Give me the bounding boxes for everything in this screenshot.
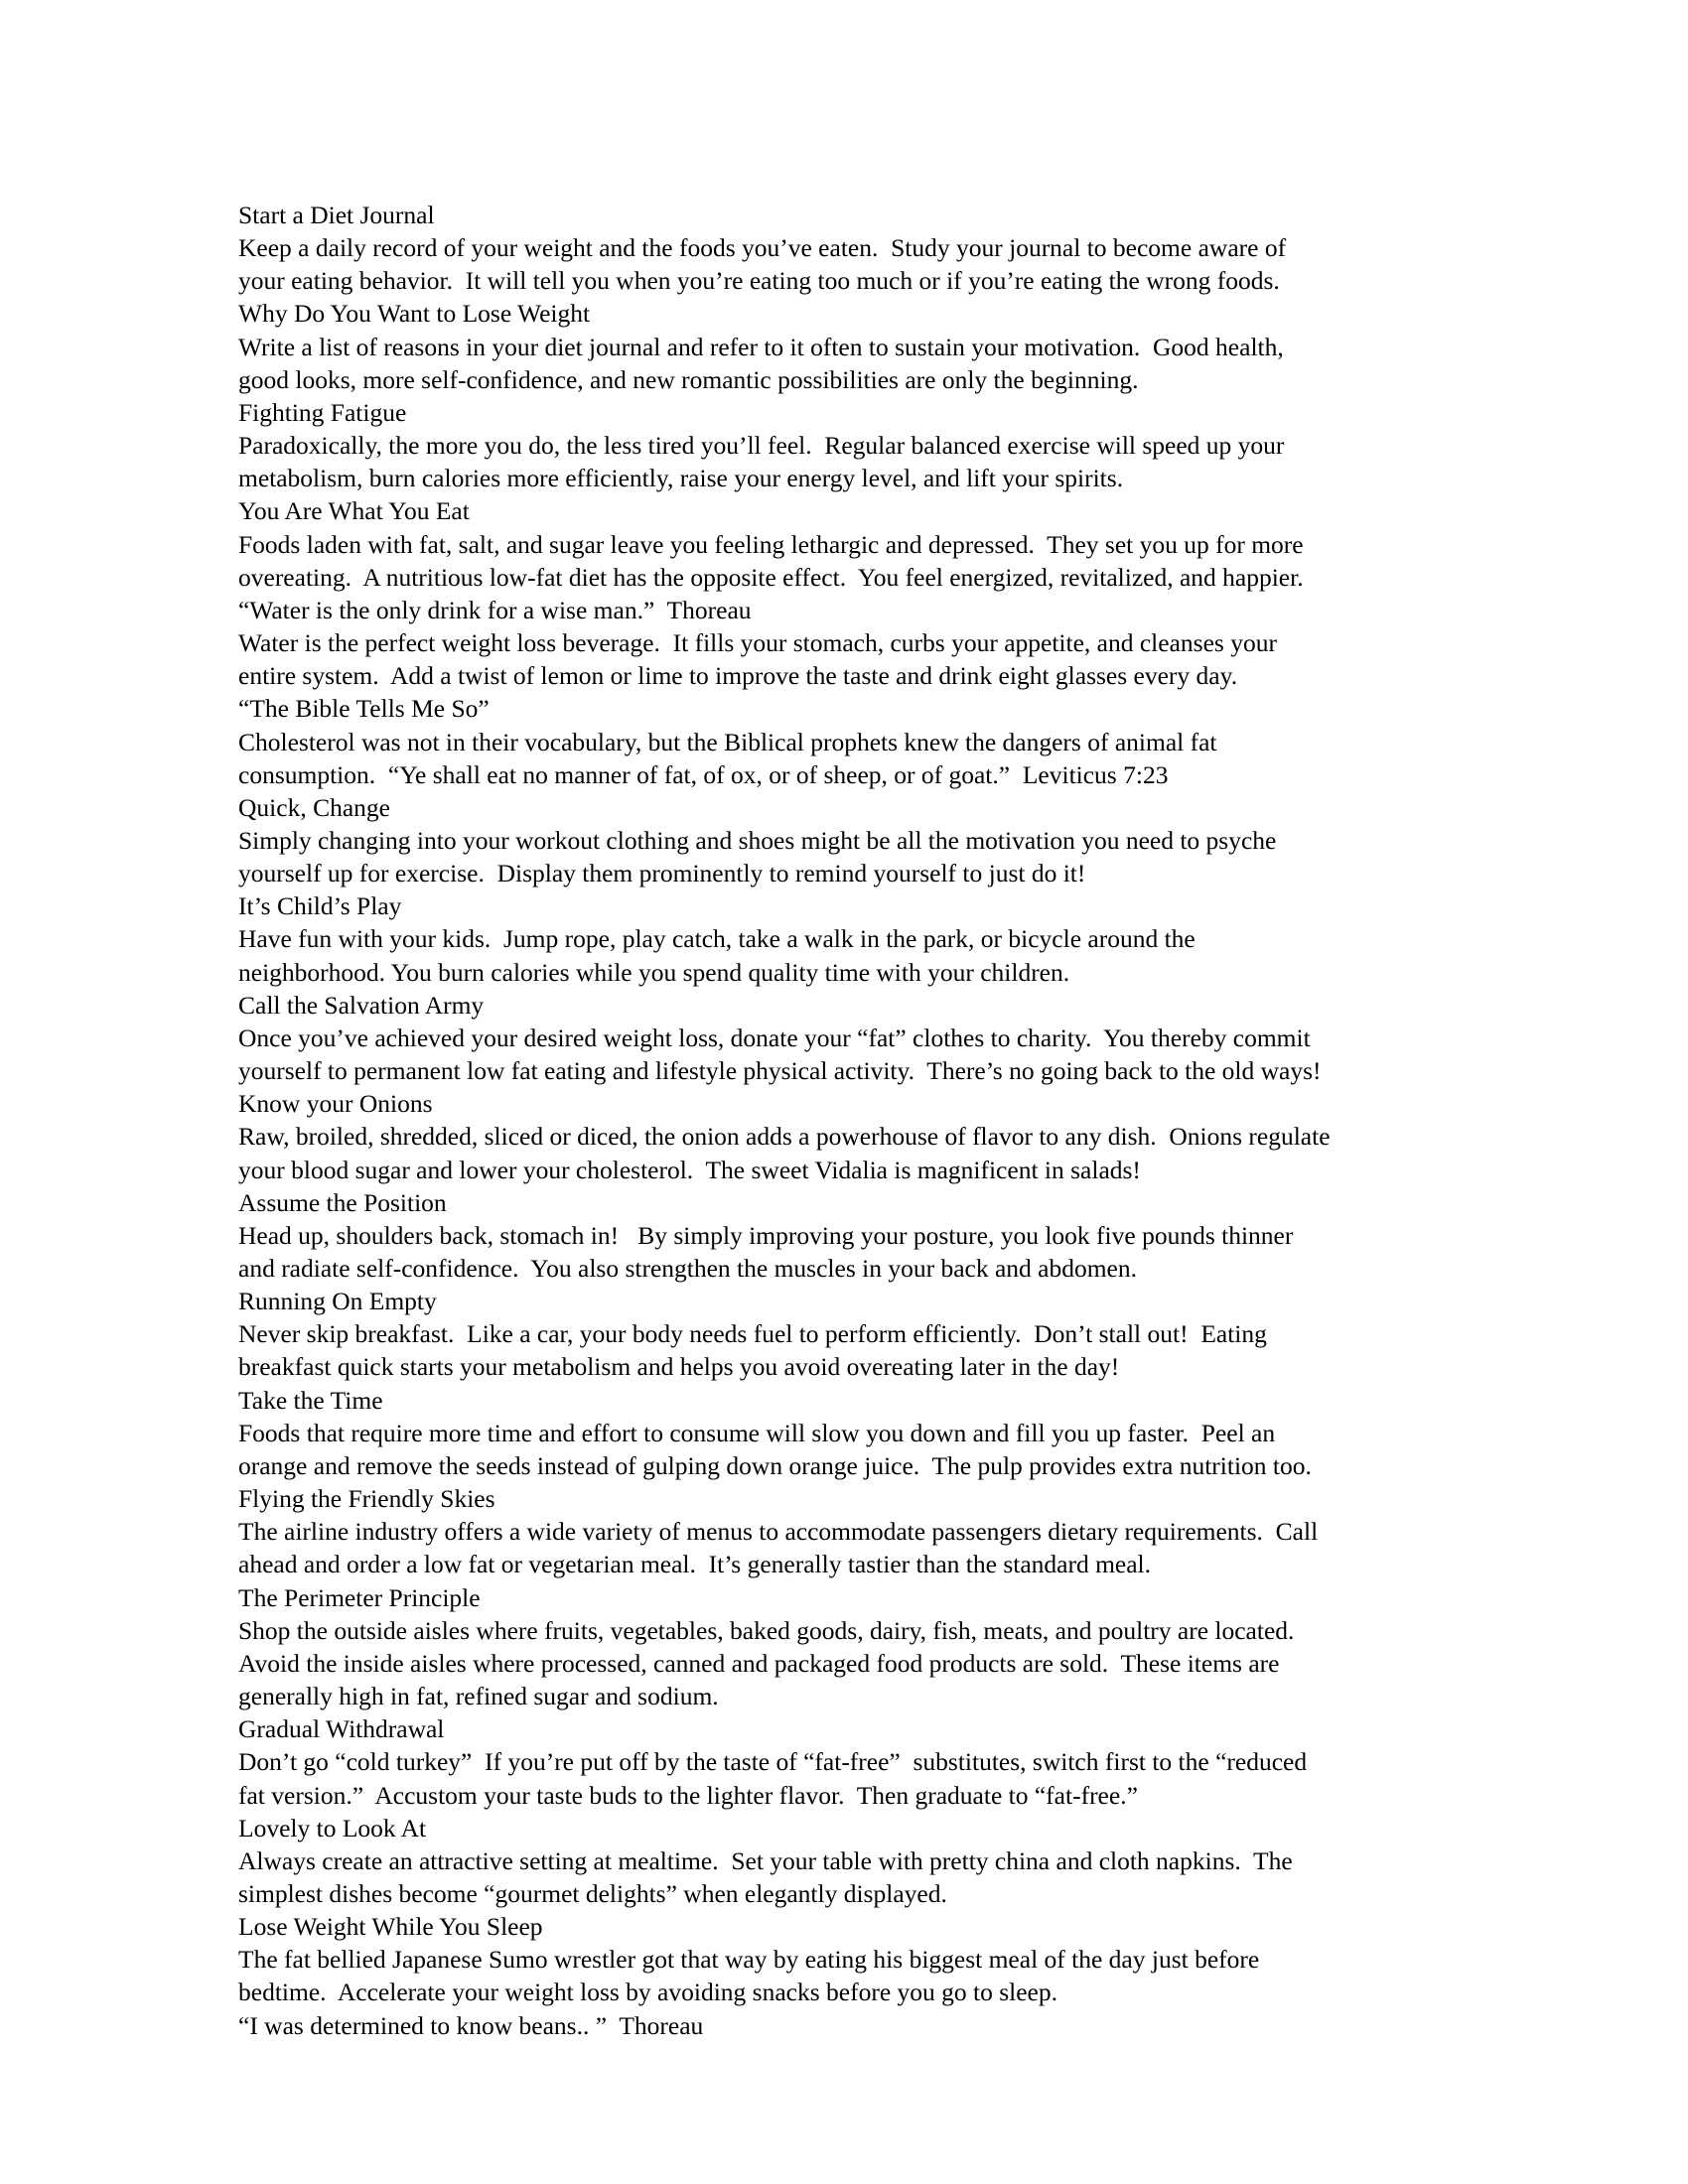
tip-body-line: overeating. A nutritious low-fat diet has the opposite effect. You feel energized, revitalized, and happier. bbox=[238, 562, 1304, 592]
tip-body-line: consumption. “Ye shall eat no manner of fat, of ox, or of sheep, or of goat.” Leviticus 7:23 bbox=[238, 759, 1169, 789]
tip-body-line: Have fun with your kids. Jump rope, play catch, take a walk in the park, or bicycle around the bbox=[238, 924, 1196, 954]
tip-title: Fighting Fatigue bbox=[238, 397, 407, 427]
tip-title: Lovely to Look At bbox=[238, 1813, 427, 1843]
tip-body-line: fat version.” Accustom your taste buds to the lighter flavor. Then graduate to “fat-free.” bbox=[238, 1780, 1138, 1810]
tip-body-line: Once you’ve achieved your desired weight loss, donate your “fat” clothes to charity. You thereby commit bbox=[238, 1023, 1311, 1052]
tip-title: Why Do You Want to Lose Weight bbox=[238, 299, 591, 329]
tip-body-line: Never skip breakfast. Like a car, your body needs fuel to perform efficiently. Don’t stall out! Eating bbox=[238, 1319, 1267, 1349]
tip-body-line: bedtime. Accelerate your weight loss by avoiding snacks before you go to sleep. bbox=[238, 1978, 1057, 2007]
tip-title: Lose Weight While You Sleep bbox=[238, 1912, 543, 1942]
tip-title: Know your Onions bbox=[238, 1089, 433, 1119]
tip-body-line: Simply changing into your workout clothing and shoes might be all the motivation you need to psyche bbox=[238, 825, 1277, 855]
tip-body-line: orange and remove the seeds instead of gulping down orange juice. The pulp provides extra nutrition too. bbox=[238, 1450, 1312, 1480]
tip-body-line: Foods laden with fat, salt, and sugar leave you feeling lethargic and depressed. They set you up for more bbox=[238, 529, 1304, 559]
tip-body-line: yourself to permanent low fat eating and lifestyle physical activity. There’s no going back to the old ways! bbox=[238, 1056, 1322, 1086]
tip-title: Take the Time bbox=[238, 1385, 383, 1415]
tip-body-line: ahead and order a low fat or vegetarian meal. It’s generally tastier than the standard meal. bbox=[238, 1550, 1152, 1579]
tip-title: It’s Child’s Play bbox=[238, 891, 402, 921]
tip-title: Gradual Withdrawal bbox=[238, 1714, 445, 1744]
tip-body-line: Head up, shoulders back, stomach in! By simply improving your posture, you look five pounds thinner bbox=[238, 1220, 1294, 1250]
tip-body-line: Cholesterol was not in their vocabulary, but the Biblical prophets knew the dangers of animal fat bbox=[238, 727, 1217, 756]
tip-body-line: metabolism, burn calories more efficiently, raise your energy level, and lift your spirits. bbox=[238, 464, 1124, 493]
tip-title: “The Bible Tells Me So” bbox=[238, 694, 490, 724]
tip-title: Call the Salvation Army bbox=[238, 990, 485, 1020]
document-text-block bbox=[238, 199, 1489, 2042]
tip-body-line: The fat bellied Japanese Sumo wrestler got that way by eating his biggest meal of the day just before bbox=[238, 1945, 1260, 1975]
tip-body-line: Foods that require more time and effort to consume will slow you down and fill you up faster. Peel an bbox=[238, 1418, 1276, 1447]
tip-title: Running On Empty bbox=[238, 1287, 437, 1316]
tip-body-line: Water is the perfect weight loss beverage. It fills your stomach, curbs your appetite, and cleanses your bbox=[238, 628, 1277, 658]
tip-body-line: Shop the outside aisles where fruits, vegetables, baked goods, dairy, fish, meats, and poultry are located. bbox=[238, 1615, 1295, 1645]
tip-body-line: good looks, more self-confidence, and new romantic possibilities are only the beginning. bbox=[238, 364, 1139, 394]
tip-title: Flying the Friendly Skies bbox=[238, 1484, 495, 1514]
tip-body-line: yourself up for exercise. Display them prominently to remind yourself to just do it! bbox=[238, 859, 1086, 888]
tip-body-line: Write a list of reasons in your diet journal and refer to it often to sustain your motivation. Good health, bbox=[238, 332, 1284, 361]
tip-body-line: Keep a daily record of your weight and the foods you’ve eaten. Study your journal to become aware of bbox=[238, 233, 1287, 263]
tip-body-line: simplest dishes become “gourmet delights” when elegantly displayed. bbox=[238, 1878, 947, 1908]
tip-body-line: neighborhood. You burn calories while you spend quality time with your children. bbox=[238, 957, 1070, 987]
tip-body-line: Avoid the inside aisles where processed, canned and packaged food products are sold. These items are bbox=[238, 1648, 1280, 1678]
tip-body-line: Don’t go “cold turkey” If you’re put off by the taste of “fat-free” substitutes, switch first to the “reduced bbox=[238, 1747, 1308, 1777]
tip-title: “Water is the only drink for a wise man.” Thoreau bbox=[238, 595, 752, 624]
tip-title: “I was determined to know beans.. ” Thoreau bbox=[238, 2010, 704, 2040]
tip-body-line: generally high in fat, refined sugar and sodium. bbox=[238, 1682, 719, 1711]
tip-body-line: entire system. Add a twist of lemon or lime to improve the taste and drink eight glasses every day. bbox=[238, 661, 1238, 691]
tip-body-line: and radiate self-confidence. You also strengthen the muscles in your back and abdomen. bbox=[238, 1254, 1137, 1283]
tip-title: Quick, Change bbox=[238, 792, 390, 822]
tip-body-line: Always create an attractive setting at mealtime. Set your table with pretty china and cloth napkins. The bbox=[238, 1845, 1293, 1875]
tip-body-line: your eating behavior. It will tell you when you’re eating too much or if you’re eating the wrong foods. bbox=[238, 266, 1280, 296]
tip-title: You Are What You Eat bbox=[238, 496, 470, 526]
tip-body-line: Raw, broiled, shredded, sliced or diced, the onion adds a powerhouse of flavor to any dish. Onions regulate bbox=[238, 1122, 1331, 1152]
tip-title: Assume the Position bbox=[238, 1187, 447, 1217]
tip-title: Start a Diet Journal bbox=[238, 201, 435, 229]
tip-body-line: Paradoxically, the more you do, the less tired you’ll feel. Regular balanced exercise will speed up your bbox=[238, 431, 1285, 461]
tip-body-line: The airline industry offers a wide variety of menus to accommodate passengers dietary requirements. Call bbox=[238, 1517, 1319, 1547]
tip-body-line: your blood sugar and lower your cholesterol. The sweet Vidalia is magnificent in salads! bbox=[238, 1155, 1141, 1184]
tip-body-line: breakfast quick starts your metabolism and helps you avoid overeating later in the day! bbox=[238, 1352, 1120, 1382]
tip-title: The Perimeter Principle bbox=[238, 1582, 481, 1612]
